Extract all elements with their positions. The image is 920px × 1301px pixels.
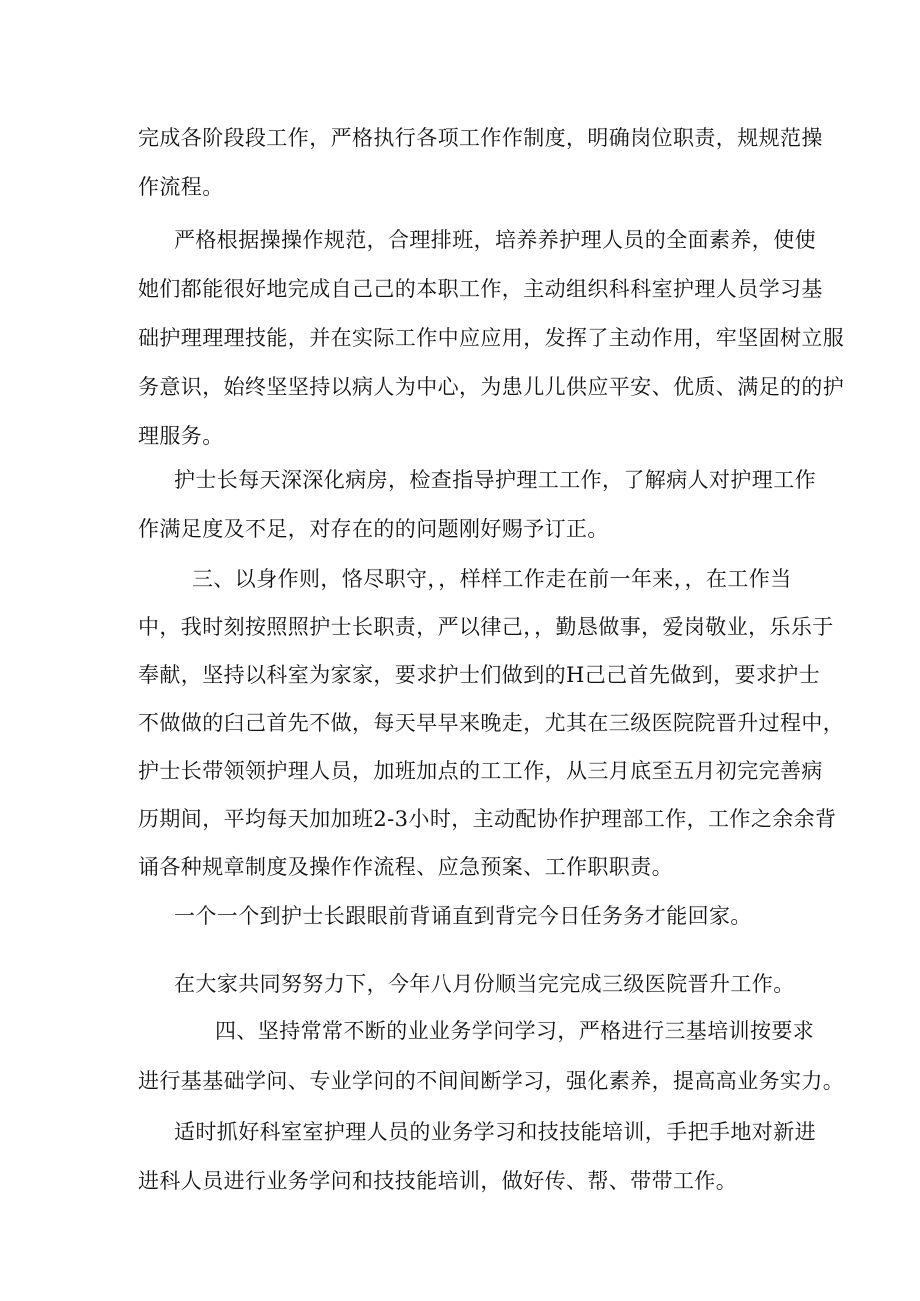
text-line: 诵各种规章制度及操作作流程、应急预案、工作职职责。 <box>138 855 673 879</box>
text-line: 中，我时刻按照照护士长职责，严以律己，，勤恳做事，爱岗敬业，乐乐于 <box>138 615 834 639</box>
text-line: 作流程。 <box>138 175 224 199</box>
text-line: 进科人员进行业务学问和技技能培训，做好传、帮、带带工作。 <box>138 1169 738 1193</box>
text-line: 护士长每天深深化病房，检查指导护理工工作，了解病人对护理工作 <box>174 468 816 492</box>
text-line: 她们都能很好地完成自己己的本职工作，主动组织科科室护理人员学习基 <box>138 277 823 301</box>
text-line: 护士长带领领护理人员，加班加点的工工作，从三月底至五月初完完善病 <box>138 759 823 783</box>
text-line: 础护理理理技能，并在实际工作中应应用，发挥了主动作用，牢坚固树立服 <box>138 326 845 350</box>
text-line: 奉献，坚持以科室为家家，要求护士们做到的H己己首先做到，要求护士 <box>138 663 821 687</box>
text-line: 严格根据操操作规范，合理排班，培养养护理人员的全面素养，使使 <box>174 228 816 252</box>
text-line: 务意识，始终坚坚持以病人为中心，为患儿儿供应平安、优质、满足的的护 <box>138 375 845 399</box>
text-line: 一个一个到护士长跟眼前背诵直到背完今日任务务才能回家。 <box>174 904 752 928</box>
text-line: 适时抓好科室室护理人员的业务学习和技技能培训，手把手地对新进 <box>174 1120 816 1144</box>
text-line: 理服务。 <box>138 424 224 448</box>
text-line: 进行基基础学问、专业学问的不间间断学习，强化素养，提高高业务实力。 <box>138 1069 845 1093</box>
text-line: 在大家共同努努力下，今年八月份顺当完完成三级医院晋升工作。 <box>174 972 795 996</box>
text-line: 不做做的臼己首先不做，每天早早来晚走，尤其在三级医院院晋升过程中， <box>138 711 845 735</box>
text-line: 作满足度及不足，对存在的的问题刚好赐予订正。 <box>138 517 609 541</box>
text-line: 四、坚持常常不断的业业务学问学习，严格进行三基培训按要求 <box>215 1019 815 1043</box>
text-line: 完成各阶段段工作，严格执行各项工作作制度，明确岗位职责，规规范操 <box>138 126 823 150</box>
text-line: 三、以身作则，恪尽职守，，样样工作走在前一年来，，在工作当 <box>192 567 792 591</box>
text-line: 历期间，平均每天加加班2-3小时，主动配协作护理部工作，工作之余余背 <box>138 807 837 831</box>
